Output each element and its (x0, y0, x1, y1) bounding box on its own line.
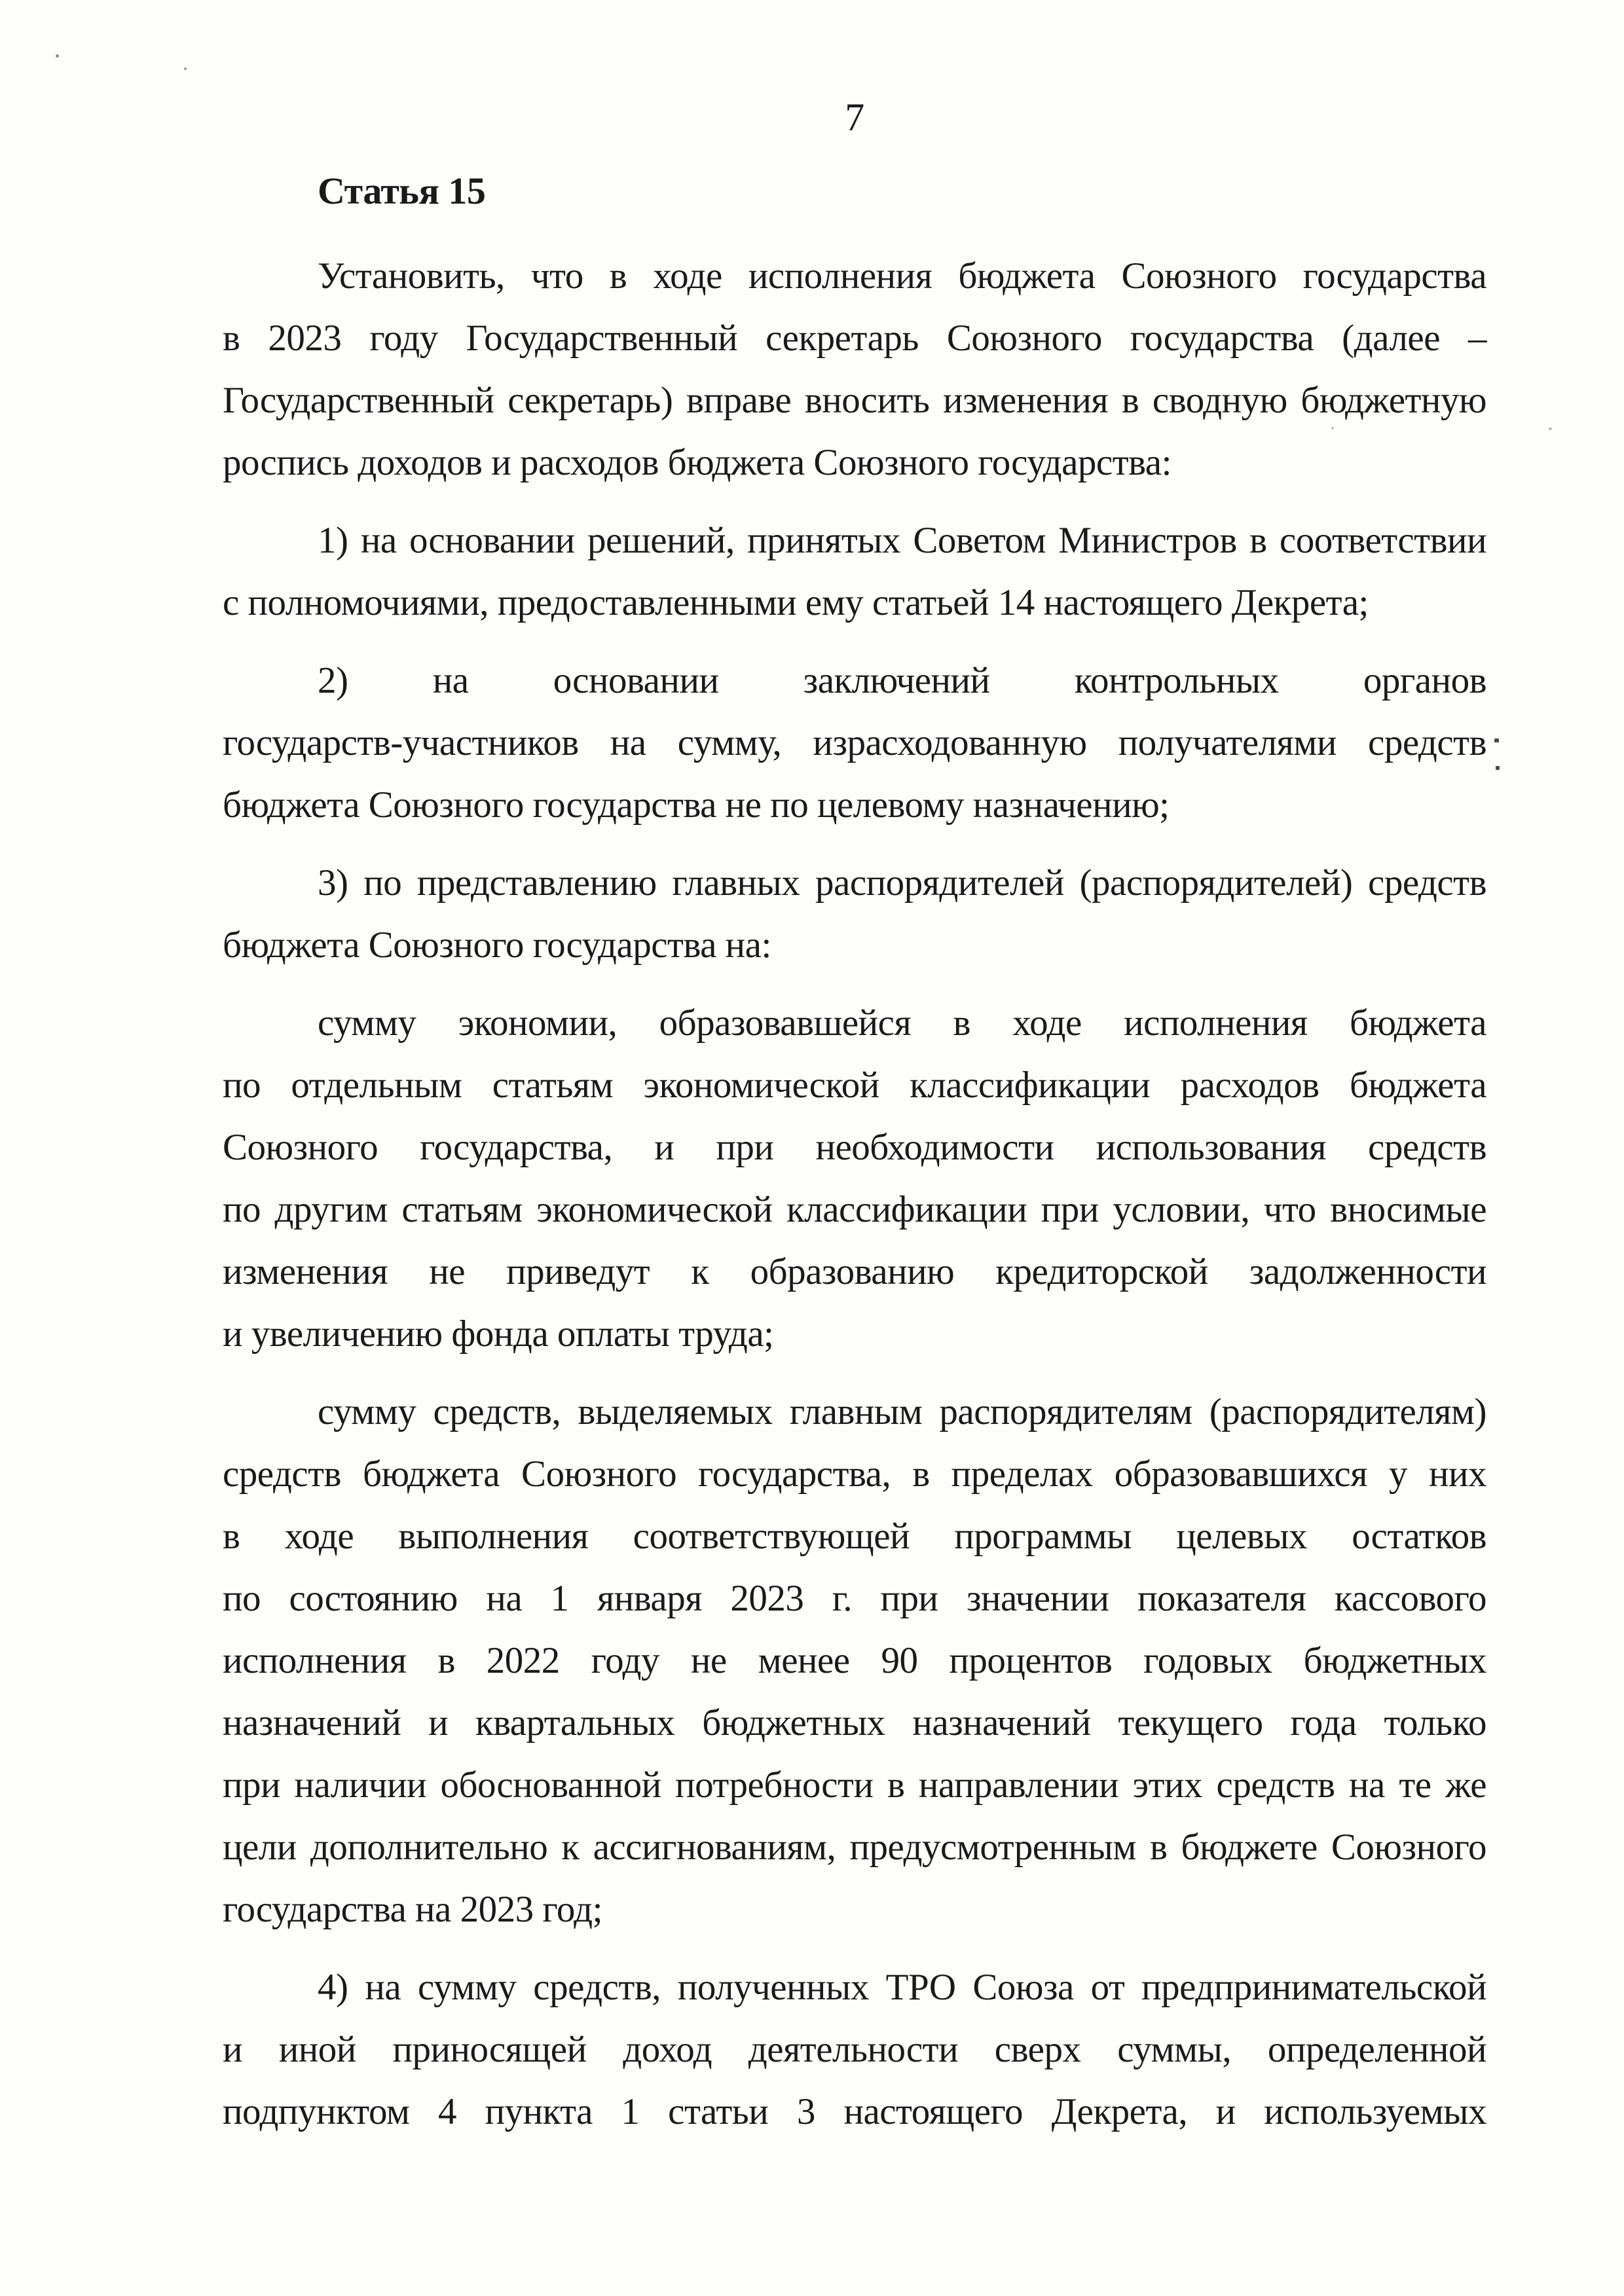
text-line: бюджета Союзного государства не по целевому назначению; (223, 784, 1170, 826)
text-line: 4) на сумму средств, полученных ТРО Союза от предпринимательской (318, 1967, 1486, 2008)
text-line: в 2023 году Государственный секретарь Союзного государства (далее – (223, 318, 1486, 359)
text-line: сумму средств, выделяемых главным распорядителям (распорядителям) (318, 1391, 1486, 1432)
scan-speck (1494, 738, 1499, 742)
article-heading: Статья 15 (318, 170, 486, 212)
text-line: государства на 2023 год; (223, 1889, 603, 1930)
scan-speck (1549, 428, 1552, 430)
text-line: Установить, что в ходе исполнения бюджета Союзного государства (318, 255, 1486, 297)
text-line: 2) на основании заключений контрольных органов (318, 660, 1486, 701)
paragraph (223, 1956, 1486, 2143)
text-line: подпунктом 4 пункта 1 статьи 3 настоящего Декрета, и используемых (223, 2091, 1486, 2132)
text-line: и иной приносящей доход деятельности сверх суммы, определенной (223, 2029, 1486, 2070)
text-line: по отдельным статьям экономической классификации расходов бюджета (223, 1065, 1486, 1106)
paragraph (223, 649, 1486, 836)
text-line: средств бюджета Союзного государства, в пределах образовавшихся у них (223, 1453, 1486, 1495)
text-line: в ходе выполнения соответствующей программы целевых остатков (223, 1516, 1486, 1557)
article-body (223, 245, 1486, 2143)
text-line: Союзного государства, и при необходимости использования средств (223, 1127, 1486, 1168)
text-line: назначений и квартальных бюджетных назначений текущего года только (223, 1702, 1486, 1743)
paragraph (223, 992, 1486, 1365)
text-line: государств-участников на сумму, израсходованную получателями средств (223, 722, 1486, 763)
text-line: бюджета Союзного государства на: (223, 924, 771, 966)
text-line: и увеличению фонда оплаты труда; (223, 1313, 774, 1355)
scan-speck (56, 54, 59, 58)
paragraph (223, 509, 1486, 634)
text-line: по другим статьям экономической классификации при условии, что вносимые (223, 1189, 1486, 1230)
text-line: Государственный секретарь) вправе вносить изменения в сводную бюджетную (223, 380, 1486, 421)
text-line: 1) на основании решений, принятых Советом Министров в соответствии (318, 520, 1486, 561)
page-number: 7 (845, 96, 864, 139)
paragraph (223, 852, 1486, 976)
text-line: по состоянию на 1 января 2023 г. при значении показателя кассового (223, 1578, 1486, 1619)
text-line: 3) по представлению главных распорядителей (распорядителей) средств (318, 862, 1486, 903)
scan-speck (1331, 427, 1334, 429)
text-line: сумму экономии, образовавшейся в ходе исполнения бюджета (318, 1002, 1486, 1044)
text-line: цели дополнительно к ассигнованиям, предусмотренным в бюджете Союзного (223, 1827, 1486, 1868)
text-line: при наличии обоснованной потребности в направлении этих средств на те же (223, 1764, 1486, 1806)
text-line: роспись доходов и расходов бюджета Союзного государства: (223, 442, 1172, 483)
text-line: с полномочиями, предоставленными ему статьей 14 настоящего Декрета; (223, 582, 1369, 623)
text-line: изменения не приведут к образованию кредиторской задолженности (223, 1251, 1486, 1292)
paragraph (223, 1381, 1486, 1941)
scan-speck (184, 67, 187, 70)
scan-speck (1496, 766, 1500, 770)
text-line: исполнения в 2022 году не менее 90 процентов годовых бюджетных (223, 1640, 1486, 1681)
paragraph (223, 245, 1486, 494)
